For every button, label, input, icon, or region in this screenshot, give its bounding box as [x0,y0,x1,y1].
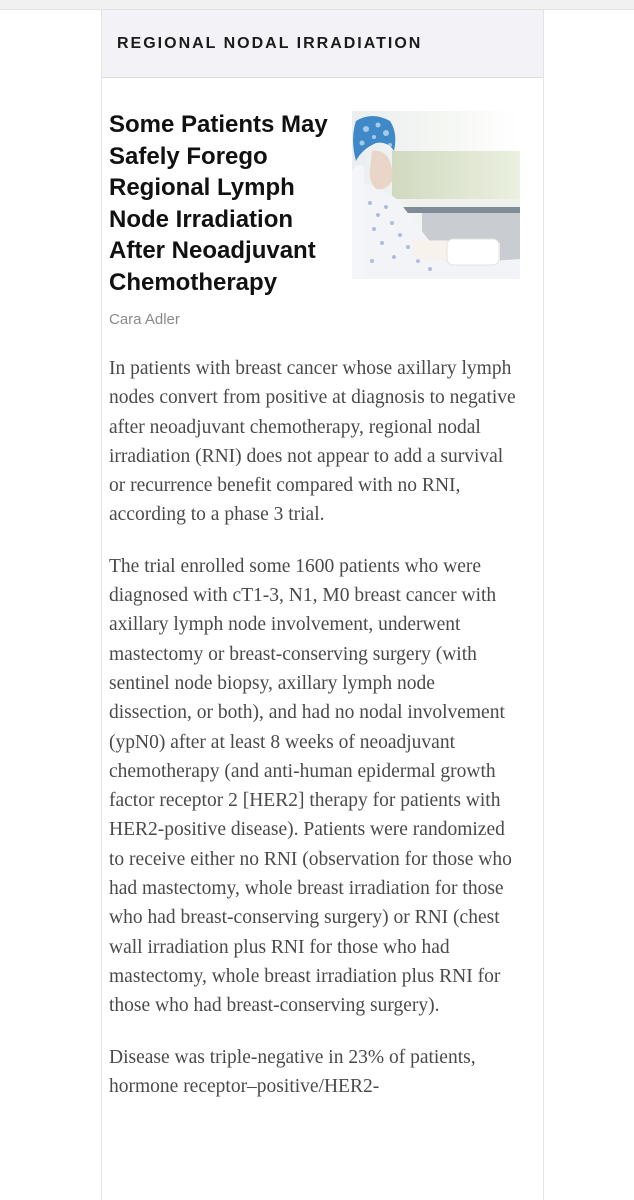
section-header [102,10,543,78]
top-toolbar-edge [0,0,634,10]
paragraph-3: Disease was triple-negative in 23% of patients, hormone receptor–positive/HER2- [109,1046,476,1097]
patient-photo[interactable] [352,111,520,279]
patient-photo-illustration [352,111,520,279]
paragraph-1: In patients with breast cancer whose axillary lymph nodes convert from positive at diagnosis to negative after neoadjuvant chemotherapy, regional nodal irradiation (RNI) does not appear to add a survival or recurrence benefit compared with no RNI, according to a phase 3 trial. [109,358,516,526]
article-column [101,10,544,1200]
headline-block [109,109,344,298]
article-headline[interactable]: Some Patients May Safely Forego Regional Lymph Node Irradiation After Neoadjuvant Chemotherapy [109,111,328,296]
article-body [109,354,519,1123]
section-label: REGIONAL NODAL IRRADIATION [117,34,423,52]
author-byline[interactable]: Cara Adler [109,311,180,328]
paragraph-2: The trial enrolled some 1600 patients who were diagnosed with cT1-3, N1, M0 breast cancer with axillary lymph node involvement, underwent mastectomy or breast-conserving surgery (with sentinel node biopsy, axillary lymph node dissection, or both), and had no nodal involvement (ypN0) after at least 8 weeks of neoadjuvant chemotherapy (and anti-human epidermal growth factor receptor 2 [HER2] therapy for patients with HER2-positive disease). Patients were randomized to receive either no RNI (observation for those who had mastectomy, whole breast irradiation for those who had breast-conserving surgery) or RNI (chest wall irradiation plus RNI for those who had mastectomy, whole breast irradiation plus RNI for those who had breast-conserving surgery). [109,555,512,1017]
